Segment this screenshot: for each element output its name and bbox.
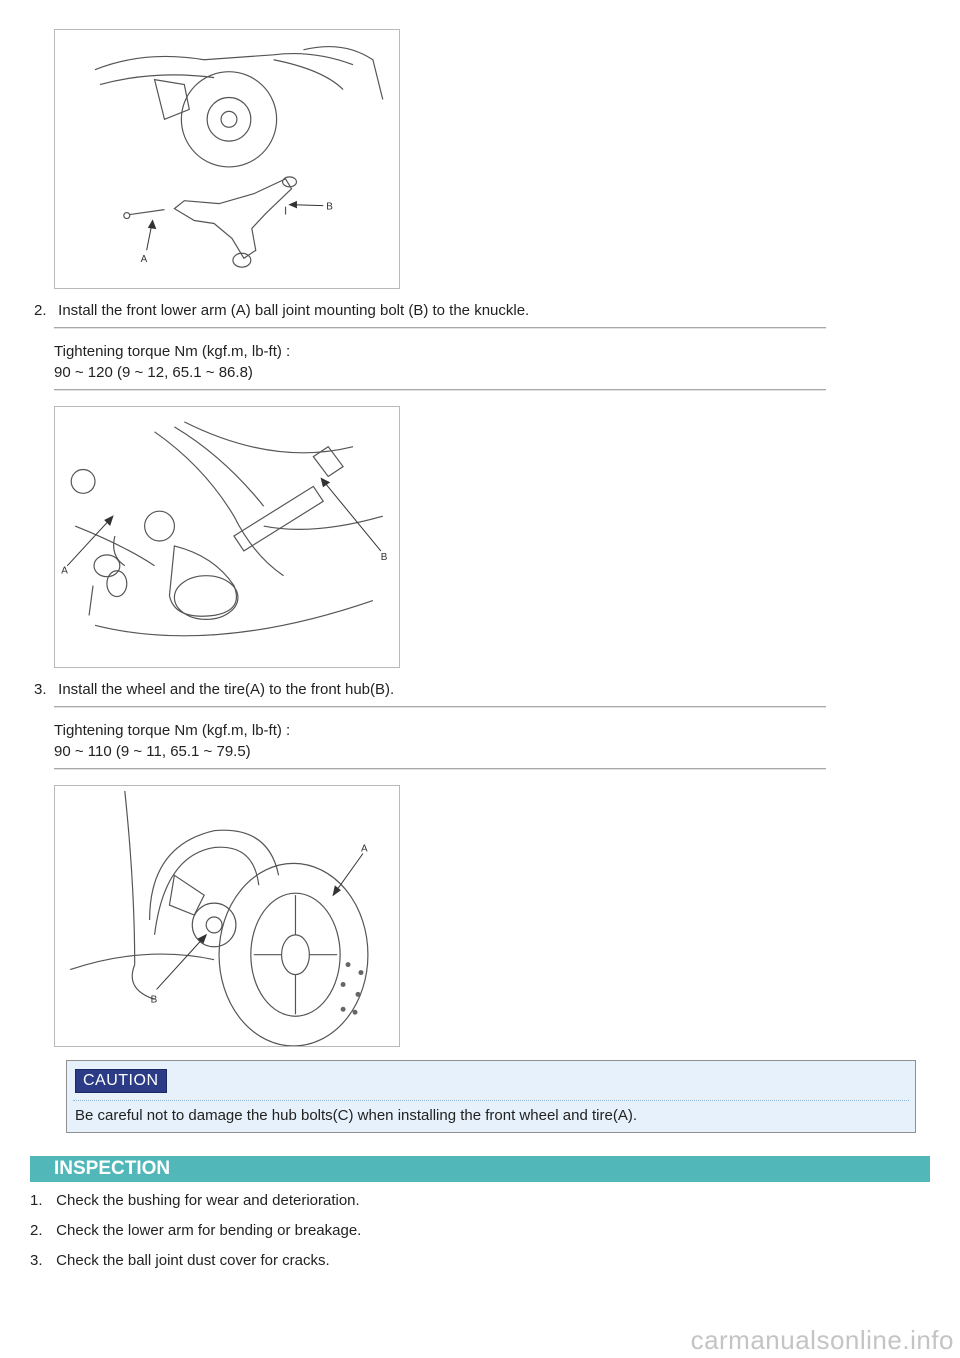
label-a: A bbox=[61, 565, 68, 577]
label-b: B bbox=[380, 551, 388, 563]
torque-spec-2 bbox=[54, 720, 826, 762]
spec-top-rule bbox=[54, 706, 826, 708]
caution-divider bbox=[73, 1100, 909, 1101]
label-b: B bbox=[326, 201, 333, 213]
wheel-tire-illustration bbox=[55, 786, 399, 1046]
item-text: Check the ball joint dust cover for cracks. bbox=[56, 1252, 330, 1269]
torque-label: Tightening torque Nm (kgf.m, lb-ft) : bbox=[54, 722, 291, 739]
spec-bottom-rule bbox=[54, 389, 826, 391]
label-a: A bbox=[360, 843, 368, 855]
spec-bottom-rule bbox=[54, 768, 826, 770]
step-text: Install the front lower arm (A) ball joint mounting bolt (B) to the knuckle. bbox=[58, 302, 530, 319]
lower-arm-illustration bbox=[55, 30, 399, 288]
inspection-header bbox=[30, 1156, 930, 1182]
caution-badge: CAUTION bbox=[75, 1069, 167, 1093]
torque-value: 90 ~ 120 (9 ~ 12, 65.1 ~ 86.8) bbox=[54, 364, 253, 381]
step-text: Install the wheel and the tire(A) to the front hub(B). bbox=[58, 681, 395, 698]
step-2 bbox=[34, 302, 834, 319]
item-number: 1. bbox=[30, 1192, 43, 1209]
item-text: Check the lower arm for bending or breakage. bbox=[56, 1222, 362, 1239]
watermark: carmanualsonline.info bbox=[690, 1325, 954, 1355]
step-number: 2. bbox=[34, 302, 47, 319]
torque-spec-1 bbox=[54, 341, 826, 383]
step-number: 3. bbox=[34, 681, 47, 698]
item-number: 3. bbox=[30, 1252, 43, 1269]
caution-box bbox=[66, 1060, 916, 1133]
label-b: B bbox=[150, 994, 158, 1006]
step-3 bbox=[34, 681, 834, 698]
item-number: 2. bbox=[30, 1222, 43, 1239]
label-a: A bbox=[140, 254, 148, 266]
ball-joint-illustration bbox=[55, 407, 399, 667]
torque-value: 90 ~ 110 (9 ~ 11, 65.1 ~ 79.5) bbox=[54, 743, 251, 760]
inspection-item bbox=[30, 1222, 830, 1239]
figure-ball-joint-bolt bbox=[54, 406, 400, 668]
item-text: Check the bushing for wear and deterioration. bbox=[56, 1192, 360, 1209]
inspection-item bbox=[30, 1252, 830, 1269]
figure-wheel-tire bbox=[54, 785, 400, 1047]
spec-top-rule bbox=[54, 327, 826, 329]
figure-lower-arm bbox=[54, 29, 400, 289]
torque-label: Tightening torque Nm (kgf.m, lb-ft) : bbox=[54, 343, 291, 360]
caution-text: Be careful not to damage the hub bolts(C) when installing the front wheel and tire(A). bbox=[75, 1107, 637, 1124]
section-title: INSPECTION bbox=[54, 1158, 171, 1179]
inspection-item bbox=[30, 1192, 830, 1209]
